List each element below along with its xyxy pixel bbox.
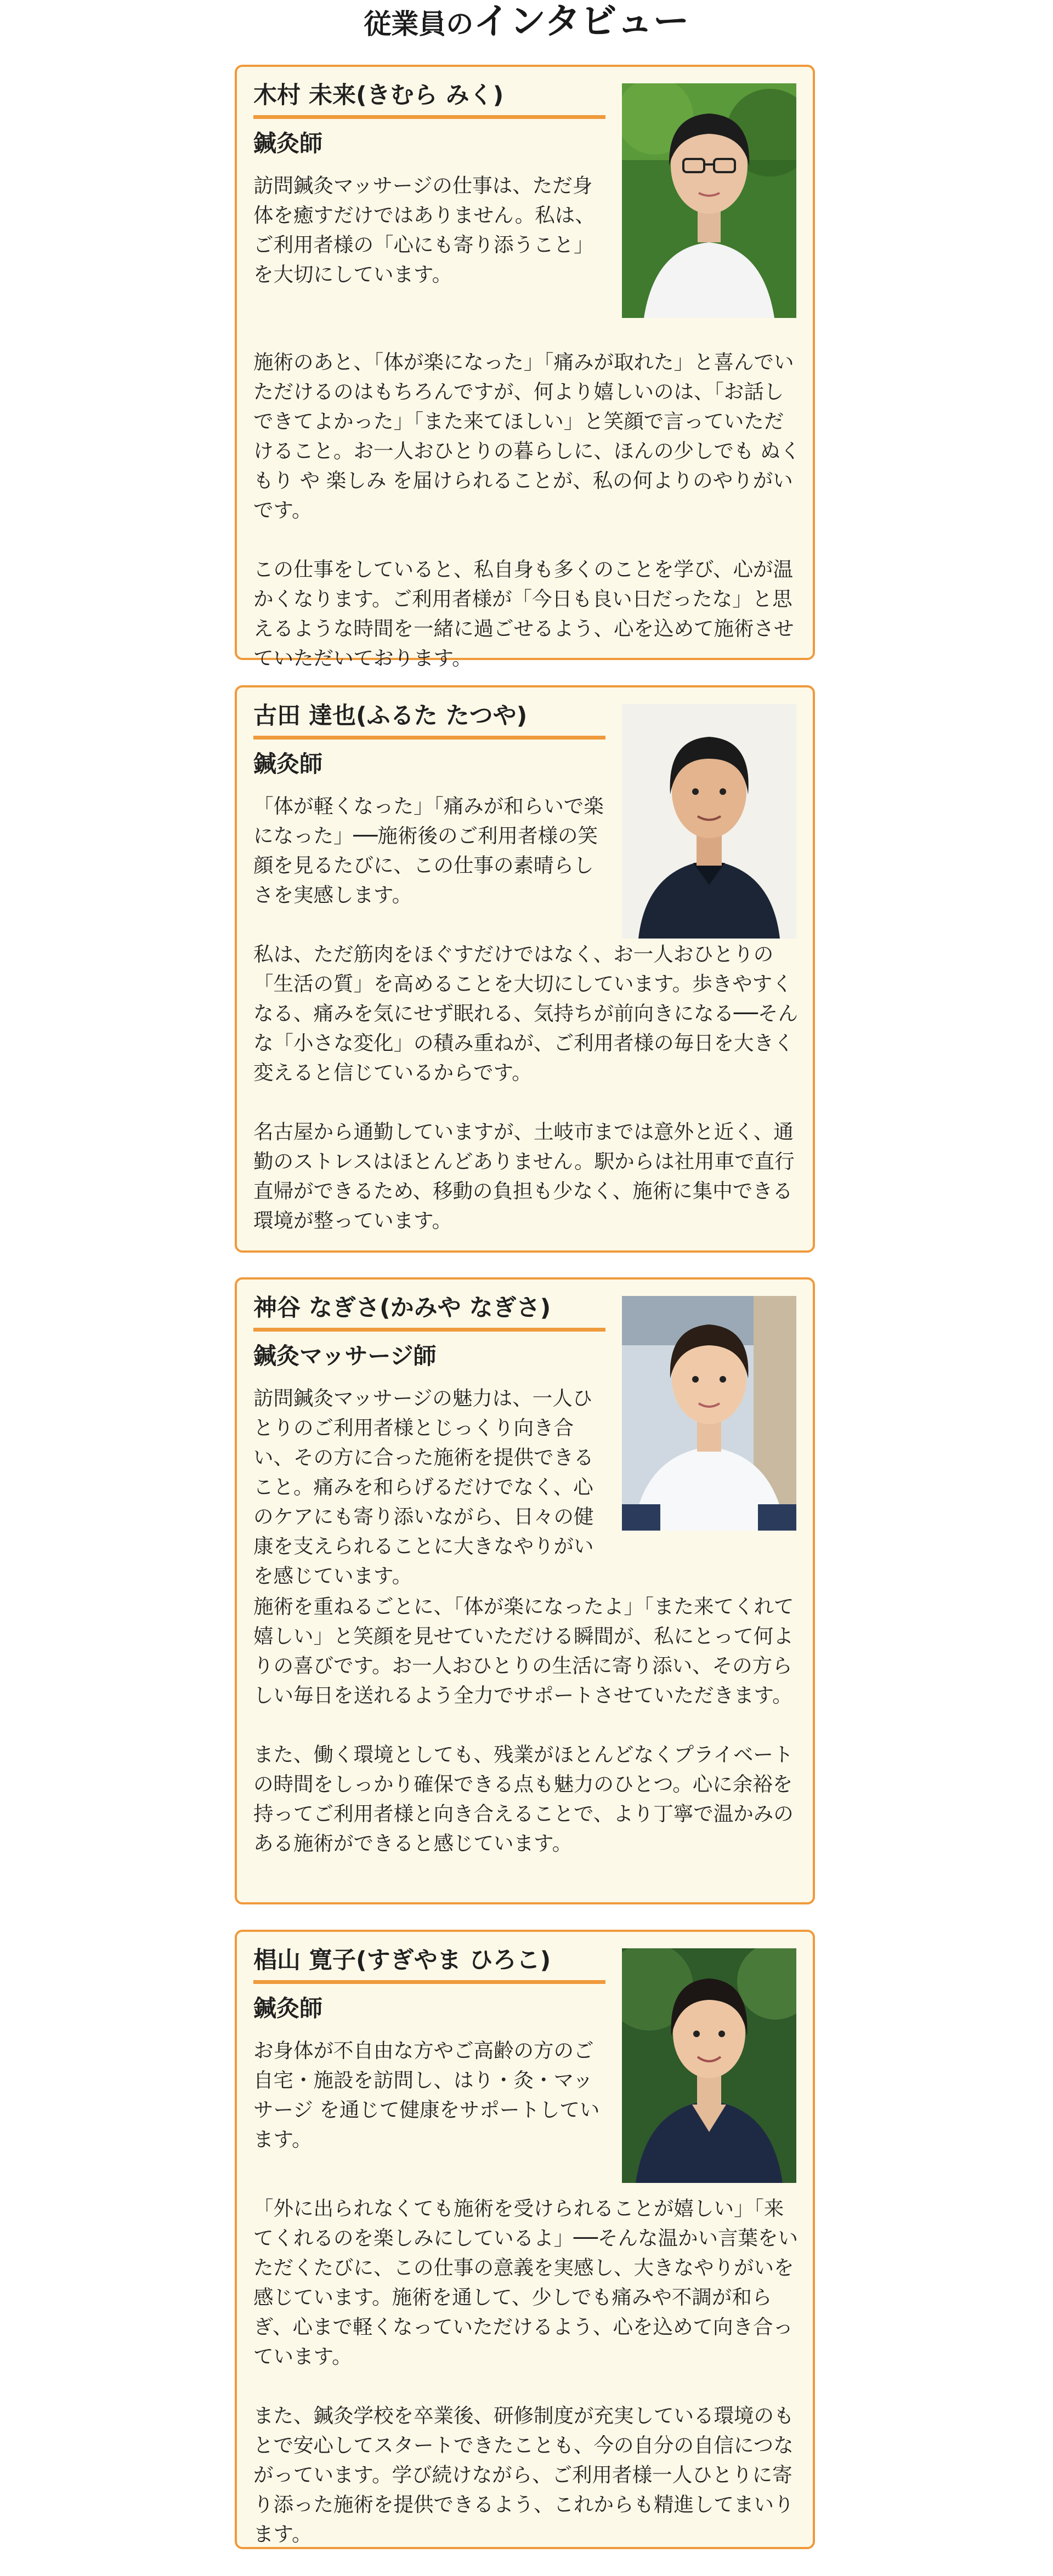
- staff-photo-image: [622, 1296, 796, 1531]
- staff-photo: [622, 1948, 796, 2183]
- staff-card: [235, 685, 815, 1253]
- staff-photo-image: [622, 704, 796, 939]
- staff-role: 鍼灸マッサージ師: [253, 1343, 437, 1369]
- staff-paragraph: 施術を重ねるごとに、「体が楽になったよ」「また来てくれて嬉しい」と笑顔を見せていただける瞬間が、私にとって何よりの喜びです。お一人おひとりの生活に寄り添い、その方らしい毎日を送れるよう全力でサポートさせていただきます。: [253, 1595, 794, 1707]
- staff-intro: 「体が軽くなった」「痛みが和らいで楽になった」──施術後のご利用者様の笑顔を見るたびに、この仕事の素晴らしさを実感します。: [253, 794, 604, 907]
- staff-photo: [622, 83, 796, 318]
- name-underline: [253, 1980, 605, 1984]
- staff-paragraph: 私は、ただ筋肉をほぐすだけではなく、お一人おひとりの「生活の質」を高めることを大切にしています。歩きやすくなる、痛みを気にせず眠れる、気持ちが前向きになる──そんな「小さな変化」の積み重ねが、ご利用者様の毎日を大きく変えると信じているからです。: [253, 942, 798, 1084]
- staff-card: [235, 1277, 815, 1904]
- staff-card: [235, 1930, 815, 2549]
- staff-photo-image: [622, 83, 796, 318]
- staff-body: [253, 1592, 802, 1858]
- staff-role: 鍼灸師: [253, 750, 323, 777]
- staff-paragraph: また、働く環境としても、残業がほとんどなくプライベートの時間をしっかり確保できる点も魅力のひとつ。心に余裕を持ってご利用者様と向き合えることで、より丁寧で温かみのある施術ができると感じています。: [253, 1743, 794, 1855]
- staff-paragraph: 施術のあと、「体が楽になった」「痛みが取れた」と喜んでいただけるのはもちろんですが、何より嬉しいのは、「お話しできてよかった」「また来てほしい」と笑顔で言っていただけること。お一人おひとりの暮らしに、ほんの少しでも ぬくもり や 楽しみ を届けられることが、私の何よりのやりがいです。: [253, 350, 801, 522]
- page-title-main: インタビュー: [473, 0, 689, 42]
- staff-name: 椙山 寛子(すぎやま ひろこ): [253, 1947, 551, 1974]
- staff-paragraph: この仕事をしていると、私自身も多くのことを学び、心が温かくなります。ご利用者様が「今日も良い日だったな」と思えるような時間を一緒に過ごせるよう、心を込めて施術させていただいております。: [253, 558, 794, 670]
- staff-photo: [622, 704, 796, 939]
- staff-intro: 訪問鍼灸マッサージの魅力は、一人ひとりのご利用者様とじっくり向き合い、その方に合った施術を提供できること。痛みを和らげるだけでなく、心のケアにも寄り添いながら、日々の健康を支えられることに大きなやりがいを感じています。: [253, 1386, 594, 1588]
- page-title: [0, 0, 1053, 42]
- staff-name: 古田 達也(ふるた たつや): [253, 702, 528, 730]
- staff-paragraph: 「外に出られなくても施術を受けられることが嬉しい」「来てくれるのを楽しみにしているよ」──そんな温かい言葉をいただくたびに、この仕事の意義を実感し、大きなやりがいを感じています。施術を通して、少しでも痛みや不調が和らぎ、心まで軽くなっていただけるよう、心を込めて向き合っています。: [253, 2197, 798, 2368]
- staff-role: 鍼灸師: [253, 1995, 323, 2022]
- staff-paragraph: 名古屋から通勤していますが、土岐市までは意外と近く、通勤のストレスはほとんどありません。駅からは社用車で直行直帰ができるため、移動の負担も少なく、施術に集中できる環境が整っています。: [253, 1120, 795, 1232]
- staff-intro: 訪問鍼灸マッサージの仕事は、ただ身体を癒すだけではありません。私は、ご利用者様の「心にも寄り添うこと」を大切にしています。: [253, 174, 595, 286]
- name-underline: [253, 1328, 605, 1332]
- staff-body: [253, 2194, 802, 2549]
- staff-paragraph: また、鍼灸学校を卒業後、研修制度が充実している環境のもとで安心してスタートできたことも、今の自分の自信につながっています。学び続けながら、ご利用者様一人ひとりに寄り添った施術を提供できるよう、これからも精進してまいります。: [253, 2404, 794, 2546]
- name-underline: [253, 115, 605, 119]
- staff-card: [235, 65, 815, 670]
- staff-photo-image: [622, 1948, 796, 2183]
- staff-name: 神谷 なぎさ(かみや なぎさ): [253, 1294, 551, 1322]
- staff-body: [253, 348, 802, 673]
- staff-intro: お身体が不自由な方やご高齢の方のご自宅・施設を訪問し、はり・灸・マッサージ を通じて健康をサポートしています。: [253, 2039, 600, 2151]
- staff-body: [253, 940, 802, 1236]
- staff-role: 鍼灸師: [253, 130, 323, 157]
- staff-photo: [622, 1296, 796, 1531]
- staff-name: 木村 未来(きむら みく): [253, 82, 504, 109]
- page-title-prefix: 従業員の: [364, 8, 474, 40]
- name-underline: [253, 736, 605, 740]
